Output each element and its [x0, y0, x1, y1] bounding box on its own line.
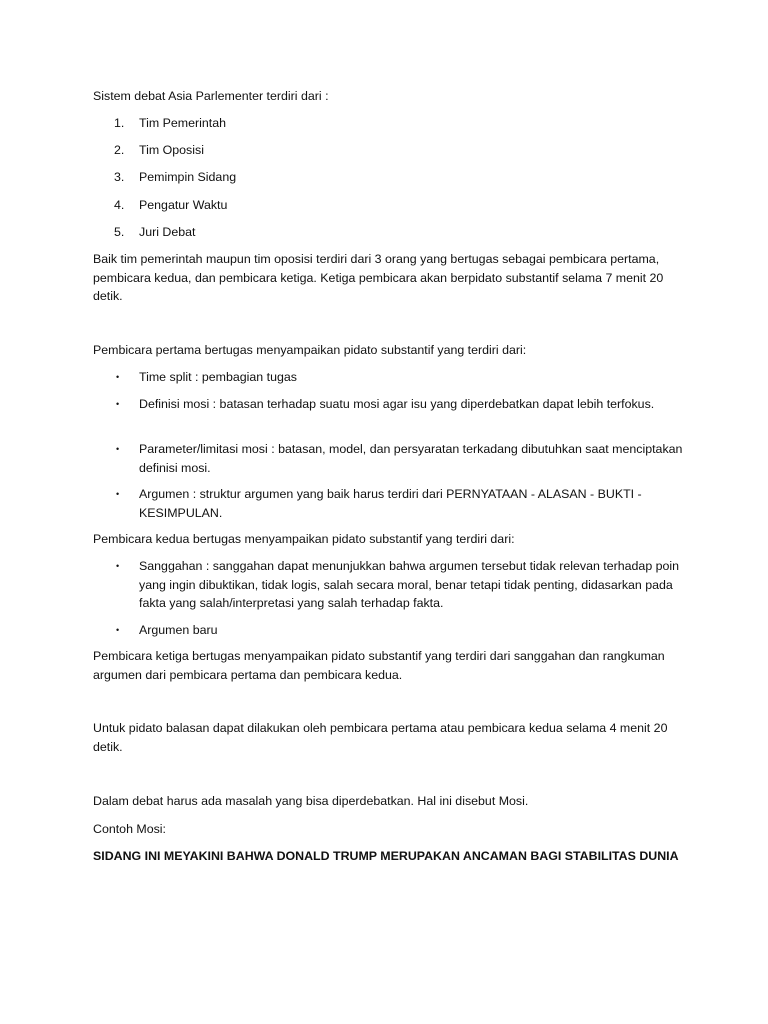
first-speaker-heading: Pembicara pertama bertugas menyampaikan pidato substantif yang terdiri dari:: [93, 343, 527, 357]
bullet-icon: •: [116, 561, 120, 571]
bullet-icon: •: [116, 489, 120, 499]
example-motion: SIDANG INI MEYAKINI BAHWA DONALD TRUMP MERUPAKAN ANCAMAN BAGI STABILITAS DUNIA: [93, 849, 679, 863]
role-label: Pemimpin Sidang: [139, 170, 237, 184]
intro-text: Sistem debat Asia Parlementer terdiri dari :: [93, 89, 329, 103]
list-number: 2.: [114, 143, 125, 157]
list-item-text: Argumen baru: [139, 623, 218, 637]
example-label: Contoh Mosi:: [93, 822, 167, 836]
list-item-text: Argumen : struktur argumen yang baik harus terdiri dari PERNYATAAN - ALASAN - BUKTI - KESIMPULAN.: [139, 487, 642, 520]
list-number: 1.: [114, 116, 125, 130]
list-number: 4.: [114, 198, 125, 212]
team-paragraph: Baik tim pemerintah maupun tim oposisi terdiri dari 3 orang yang bertugas sebagai pembicara pertama, pembicara kedua, dan pembicara ketiga. Ketiga pembicara akan berpidato substantif selama 7 menit 20 detik.: [93, 252, 664, 303]
reply-speech-paragraph: Untuk pidato balasan dapat dilakukan oleh pembicara pertama atau pembicara kedua selama 4 menit 20 detik.: [93, 721, 668, 754]
list-item-text: Time split : pembagian tugas: [139, 370, 297, 384]
role-label: Pengatur Waktu: [139, 198, 228, 212]
list-number: 5.: [114, 225, 125, 239]
bullet-icon: •: [116, 372, 120, 382]
role-label: Tim Oposisi: [139, 143, 204, 157]
list-number: 3.: [114, 170, 125, 184]
second-speaker-heading: Pembicara kedua bertugas menyampaikan pidato substantif yang terdiri dari:: [93, 532, 515, 546]
motion-note: Dalam debat harus ada masalah yang bisa diperdebatkan. Hal ini disebut Mosi.: [93, 794, 529, 808]
list-item-text: Sanggahan : sanggahan dapat menunjukkan bahwa argumen tersebut tidak relevan terhadap poin yang ingin dibuktikan, tidak logis, salah secara moral, benar tetapi tidak penting, didasarkan pada fakta yang salah/interpretasi yang salah terhadap fakta.: [139, 559, 680, 610]
bullet-icon: •: [116, 625, 120, 635]
bullet-icon: •: [116, 399, 120, 409]
role-label: Juri Debat: [139, 225, 196, 239]
third-speaker-paragraph: Pembicara ketiga bertugas menyampaikan pidato substantif yang terdiri dari sanggahan dan rangkuman argumen dari pembicara pertama dan pembicara kedua.: [93, 649, 665, 682]
bullet-icon: •: [116, 444, 120, 454]
role-label: Tim Pemerintah: [139, 116, 226, 130]
list-item-text: Parameter/limitasi mosi : batasan, model, dan persyaratan terkadang dibutuhkan saat menciptakan definisi mosi.: [139, 442, 683, 475]
list-item-text: Definisi mosi : batasan terhadap suatu mosi agar isu yang diperdebatkan dapat lebih terfokus.: [139, 397, 655, 411]
